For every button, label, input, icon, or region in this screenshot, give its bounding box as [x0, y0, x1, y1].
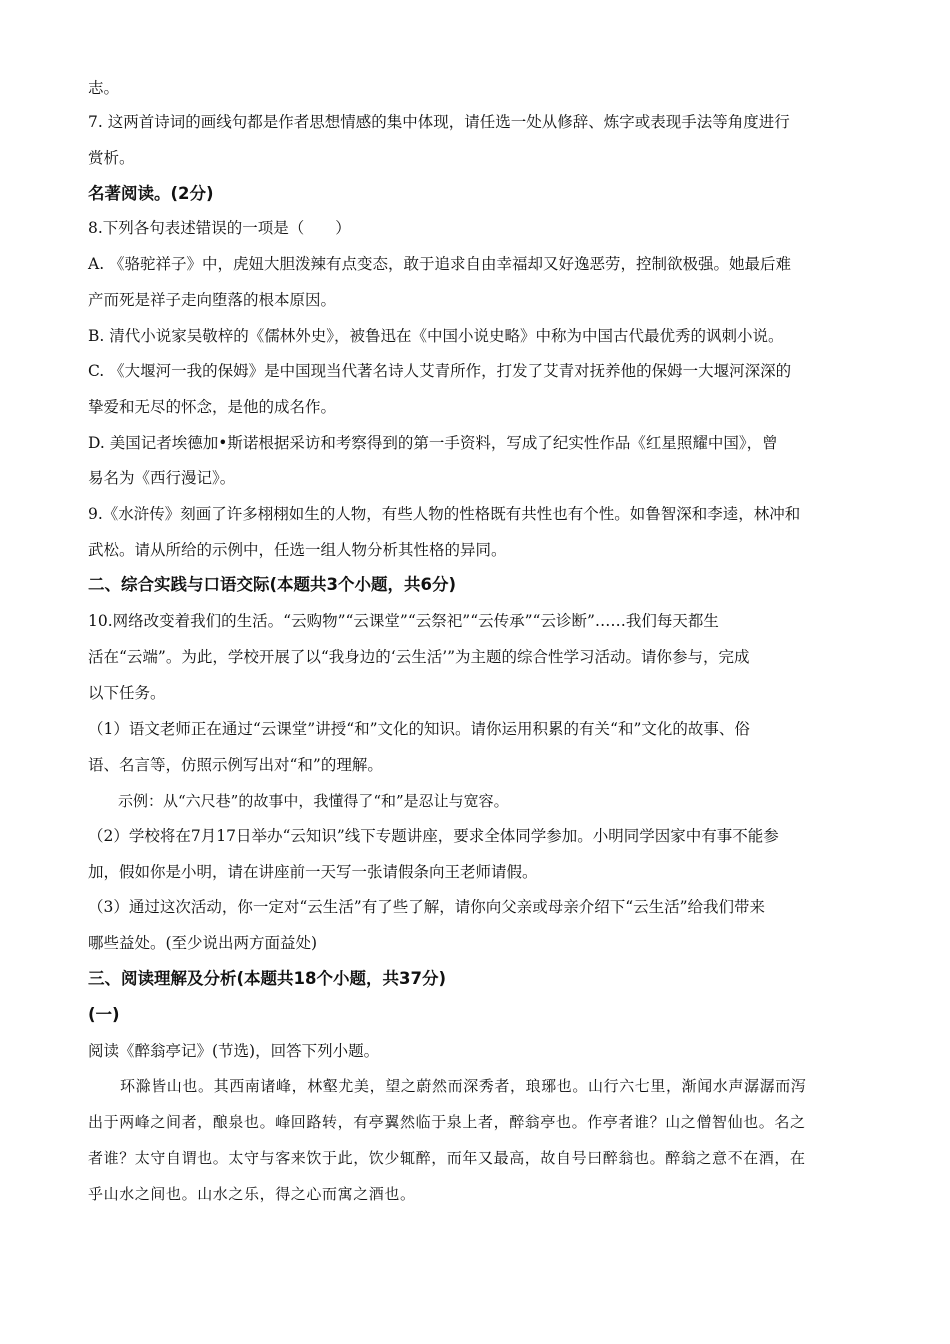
section-heading-reading: 三、阅读理解及分析(本题共18个小题，共37分) — [88, 969, 447, 988]
text-line: 加，假如你是小明，请在讲座前一天写一张请假条向王老师请假。 — [88, 863, 538, 881]
question-8: 8.下列各句表述错误的一项是（ ） — [88, 219, 351, 237]
option-c: C. 《大堰河一我的保姆》是中国现当代著名诗人艾青所作，打发了艾青对抚养他的保姆一大堰河深深的 — [88, 362, 792, 380]
option-d: D. 美国记者埃德加•斯诺根据采访和考察得到的第一手资料，写成了纪实性作品《红星照耀中国》，曾 — [88, 434, 778, 452]
task-3: （3）通过这次活动，你一定对“云生活”有了些了解，请你向父亲或母亲介绍下“云生活”给我们带来 — [88, 898, 766, 916]
text-line: 赏析。 — [88, 149, 135, 167]
option-b: B. 清代小说家吴敬梓的《儒林外史》，被鲁迅在《中国小说史略》中称为中国古代最优秀的讽刺小说。 — [88, 327, 784, 345]
text-line: 易名为《西行漫记》。 — [88, 469, 236, 487]
task-1: （1）语文老师正在通过“云课堂”讲授“和”文化的知识。请你运用积累的有关“和”文化的故事、俗 — [88, 720, 750, 738]
text-line: 哪些益处。(至少说出两方面益处) — [88, 934, 318, 952]
task-2: （2）学校将在7月17日举办“云知识”线下专题讲座，要求全体同学参加。小明同学因家中有事不能参 — [88, 827, 779, 845]
classical-passage-line: 环滁皆山也。其西南诸峰，林壑尤美，望之蔚然而深秀者，琅琊也。山行六七里，渐闻水声潺潺而泻 — [120, 1077, 807, 1095]
text-line: 挚爱和无尽的怀念，是他的成名作。 — [88, 398, 337, 416]
classical-passage-line: 出于两峰之间者，酿泉也。峰回路转，有亭翼然临于泉上者，醉翁亭也。作亭者谁？山之僧智仙也。名之 — [88, 1113, 806, 1131]
section-heading-classics: 名著阅读。(2分) — [88, 184, 214, 203]
classical-passage-line: 者谁？太守自谓也。太守与客来饮于此，饮少辄醉，而年又最高，故自号曰醉翁也。醉翁之意不在酒，在 — [88, 1149, 806, 1167]
text-line: 志。 — [88, 79, 120, 97]
text-line: 语、名言等，仿照示例写出对“和”的理解。 — [88, 756, 383, 774]
classical-passage-line: 乎山水之间也。山水之乐，得之心而寓之酒也。 — [88, 1185, 416, 1203]
question-7: 7. 这两首诗词的画线句都是作者思想情感的集中体现，请任选一处从修辞、炼字或表现手法等角度进行 — [88, 113, 790, 131]
text-line: 以下任务。 — [88, 684, 166, 702]
example-text: 示例：从“六尺巷”的故事中，我懂得了“和”是忍让与宽容。 — [118, 792, 509, 810]
subsection-heading: (一) — [88, 1005, 120, 1024]
reading-instruction: 阅读《醉翁亭记》(节选)，回答下列小题。 — [88, 1042, 380, 1060]
question-9: 9.《水浒传》刻画了许多栩栩如生的人物，有些人物的性格既有共性也有个性。如鲁智深和李逵，林冲和 — [88, 505, 801, 523]
question-10: 10.网络改变着我们的生活。“云购物”“云课堂”“云祭祀”“云传承”“云诊断”……我们每天都生 — [88, 612, 719, 630]
text-line: 武松。请从所给的示例中，任选一组人物分析其性格的异同。 — [88, 541, 507, 559]
option-a: A. 《骆驼祥子》中，虎妞大胆泼辣有点变态，敢于追求自由幸福却又好逸恶劳，控制欲极强。她最后难 — [88, 255, 792, 273]
section-heading-practice: 二、综合实践与口语交际(本题共3个小题，共6分) — [88, 575, 457, 594]
text-line: 活在“云端”。为此，学校开展了以“我身边的‘云生活’”为主题的综合性学习活动。请你参与，完成 — [88, 648, 750, 666]
text-line: 产而死是祥子走向堕落的根本原因。 — [88, 291, 337, 309]
